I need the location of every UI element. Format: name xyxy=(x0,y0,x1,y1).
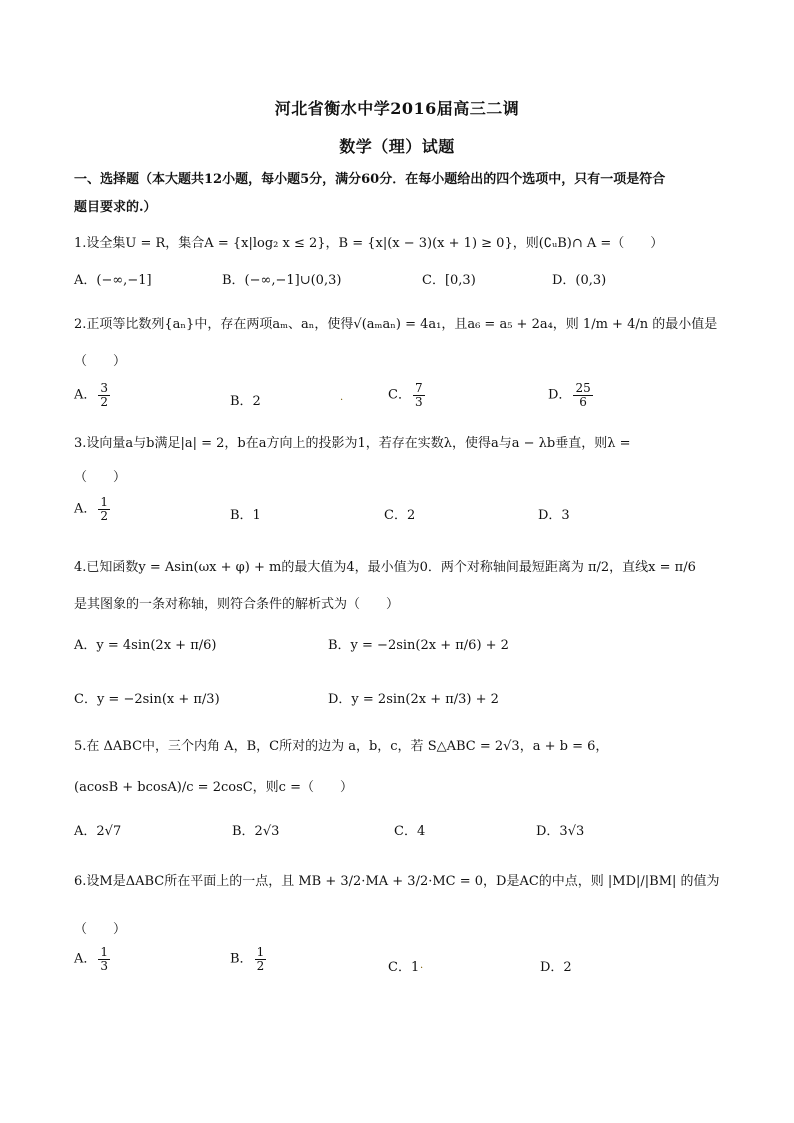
question-5-option-a: A．2√7 xyxy=(74,824,122,839)
question-1-option-a: A．(−∞,−1] xyxy=(74,273,152,288)
question-3-option-b: B．1 xyxy=(230,508,261,523)
question-6-option-b-letter: B． xyxy=(230,951,253,967)
fraction-numerator: 1 xyxy=(100,495,109,509)
question-2-stem-line2: （ ） xyxy=(74,354,127,369)
fraction xyxy=(98,496,110,522)
question-2-option-b: B．2 xyxy=(230,394,261,409)
question-1-option-c: C．[0,3) xyxy=(422,273,476,288)
question-6-option-d: D．2 xyxy=(540,960,572,975)
question-2-option-d-letter: D． xyxy=(548,387,572,403)
fraction-numerator: 7 xyxy=(414,381,423,395)
fraction-numerator: 1 xyxy=(256,945,265,959)
question-6-option-c: C．1 xyxy=(388,960,420,975)
question-2-option-a xyxy=(74,382,112,408)
question-4-stem-line2: 是其图象的一条对称轴，则符合条件的解析式为（ ） xyxy=(74,597,400,612)
question-5-option-d: D．3√3 xyxy=(536,824,585,839)
question-6-option-a xyxy=(74,946,112,972)
question-4-stem-line1: 4.已知函数y = Asin(ωx + φ) + m的最大值为4，最小值为0．两个对称轴间最短距离为 π/2，直线x = π/6 xyxy=(74,560,696,575)
fraction-denominator: 3 xyxy=(100,958,109,973)
question-4-option-c: C．y = −2sin(x + π/3) xyxy=(74,692,220,707)
question-2-option-d xyxy=(548,382,595,408)
fraction xyxy=(573,382,592,408)
question-6-option-b xyxy=(230,946,268,972)
fraction-numerator: 3 xyxy=(100,381,109,395)
question-2-option-c-letter: C． xyxy=(388,387,411,403)
fraction xyxy=(98,382,110,408)
question-2-option-c xyxy=(388,382,427,408)
question-5-option-c: C．4 xyxy=(394,824,426,839)
question-6-option-a-letter: A． xyxy=(74,951,97,967)
exam-subtitle: 数学（理）试题 xyxy=(339,137,455,156)
question-3-stem-line1: 3.设向量a与b满足|a| = 2，b在a方向上的投影为1，若存在实数λ，使得a与a − λb垂直，则λ = xyxy=(74,436,631,451)
question-1-option-b: B．(−∞,−1]∪(0,3) xyxy=(222,273,342,288)
fraction xyxy=(255,946,267,972)
fraction-denominator: 2 xyxy=(100,508,109,523)
question-1-stem: 1.设全集U = R，集合A = {x|log₂ x ≤ 2}，B = {x|(x − 3)(x + 1) ≥ 0}，则(∁ᵤB)∩ A =（ ） xyxy=(74,236,664,251)
stray-dot: . xyxy=(340,392,344,403)
question-4-option-d: D．y = 2sin(2x + π/3) + 2 xyxy=(328,692,499,707)
question-3-option-a xyxy=(74,496,112,522)
question-3-option-a-letter: A． xyxy=(74,501,97,517)
exam-title: 河北省衡水中学2016届高三二调 xyxy=(274,99,520,118)
question-1-option-d: D．(0,3) xyxy=(552,273,607,288)
stray-dot: . xyxy=(420,960,424,971)
question-3-stem-line2: （ ） xyxy=(74,470,127,485)
question-2-stem-line1: 2.正项等比数列{aₙ}中，存在两项aₘ、aₙ，使得√(aₘaₙ) = 4a₁，且a₆ = a₅ + 2a₄，则 1/m + 4/n 的最小值是 xyxy=(74,317,718,332)
question-4-option-a: A．y = 4sin(2x + π/6) xyxy=(74,638,217,653)
question-6-stem-line2: （ ） xyxy=(74,922,127,937)
question-2-option-a-letter: A． xyxy=(74,387,97,403)
question-5-option-b: B．2√3 xyxy=(232,824,280,839)
question-3-option-c: C．2 xyxy=(384,508,416,523)
fraction-denominator: 2 xyxy=(256,958,265,973)
fraction xyxy=(413,382,425,408)
fraction-numerator: 1 xyxy=(100,945,109,959)
fraction-denominator: 3 xyxy=(414,394,423,409)
fraction xyxy=(98,946,110,972)
question-5-stem-line2: (acosB + bcosA)/c = 2cosC，则c =（ ） xyxy=(74,780,353,795)
question-6-stem-line1: 6.设M是ΔABC所在平面上的一点，且 MB + 3/2·MA + 3/2·MC = 0，D是AC的中点，则 |MD|/|BM| 的值为 xyxy=(74,874,720,889)
fraction-denominator: 2 xyxy=(100,394,109,409)
fraction-numerator: 25 xyxy=(575,381,591,395)
question-3-option-d: D．3 xyxy=(538,508,570,523)
question-4-option-b: B．y = −2sin(2x + π/6) + 2 xyxy=(328,638,509,653)
section-heading-line1: 一、选择题（本大题共12小题，每小题5分，满分60分．在每小题给出的四个选项中，只有一项是符合 xyxy=(74,172,666,187)
question-5-stem-line1: 5.在 ΔABC中，三个内角 A，B，C所对的边为 a，b，c，若 S△ABC = 2√3，a + b = 6， xyxy=(74,739,609,754)
fraction-denominator: 6 xyxy=(579,394,587,409)
section-heading-line2: 题目要求的.） xyxy=(74,200,157,215)
